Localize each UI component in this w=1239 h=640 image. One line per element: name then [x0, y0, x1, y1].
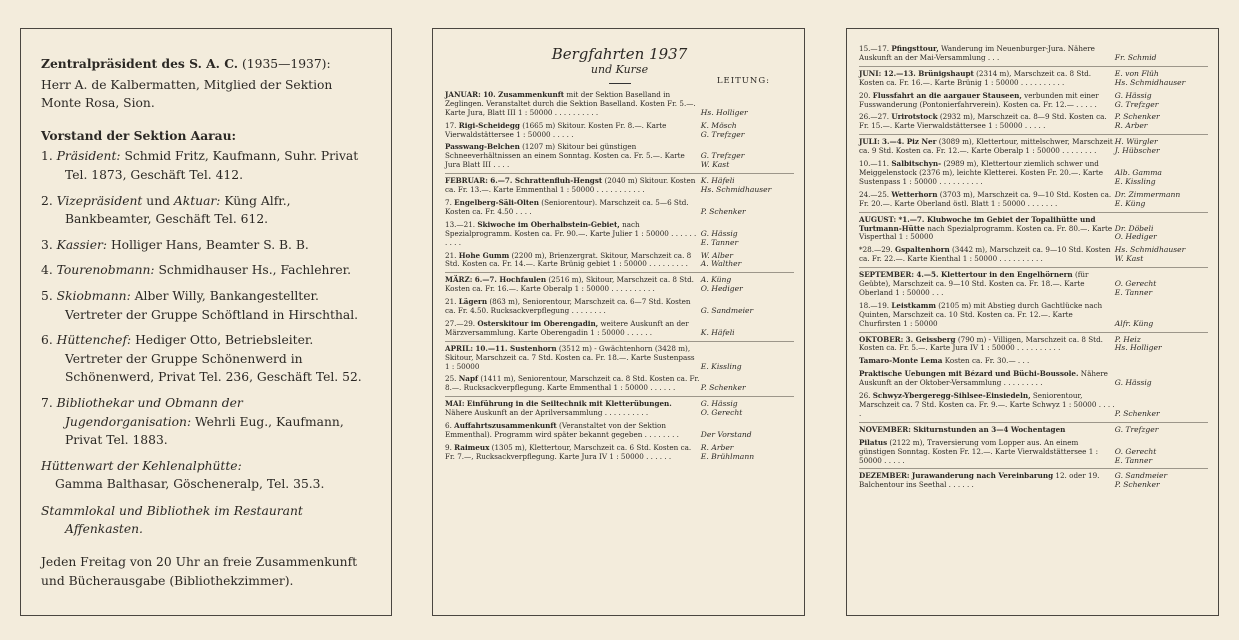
tour-leader: G. Sandmeier P. Schenker	[1114, 471, 1168, 490]
tour-leader: K. Mösch G. Trefzger	[700, 120, 745, 139]
tour-entry	[445, 175, 794, 197]
tour-date: APRIL:	[445, 343, 474, 353]
tour-leader: E. Kissling	[700, 361, 742, 371]
tour-leader: P. Schenker	[700, 206, 746, 216]
tour-description	[859, 70, 1115, 88]
tour-description	[859, 216, 1115, 243]
tour-details: (790 m) - Villigen, Marschzeit ca. 8 Std. Kosten ca. Fr. 5.—. Karte Jura IV 1 : 50000 . . . . . . . . . .	[859, 334, 1103, 353]
tour-date: 13.—21.	[445, 219, 476, 229]
tour-details: verbunden mit einer Fusswanderung (Pontonierfahrverein). Kosten ca. Fr. 12.— . . . . .	[859, 90, 1099, 109]
tour-date: 10.—11.	[859, 159, 890, 169]
middle-panel	[432, 28, 805, 616]
tour-entry	[859, 158, 1208, 189]
tour-details: Nähere Auskunft an der Aprilversammlung . . . . . . . . . .	[445, 408, 649, 418]
tour-entry	[859, 300, 1208, 331]
tour-details: (1305 m), Klettertour, Marschzeit ca. 6 Std. Kosten ca. Fr. 7.—, Rucksackverpflegung. Karte Jura IV 1 : 50000 . . . . . .	[445, 442, 692, 461]
tour-name: Passwang-Belchen	[445, 142, 520, 152]
tour-description	[859, 45, 1115, 63]
member-number: 5.	[41, 288, 57, 303]
tour-leader: Der Vorstand	[700, 430, 752, 439]
section-divider	[859, 332, 1208, 333]
tour-details: (Seniorentour). Marschzeit ca. 5—6 Std. Kosten ca. Fr. 4.50 . . . .	[445, 197, 689, 216]
stammlokal-text: Stammlokal und Bibliothek im Restaurant Affenkasten.	[41, 503, 303, 537]
tour-details: Kosten ca. Fr. 30.— . . .	[942, 356, 1030, 366]
tour-entry	[859, 244, 1208, 266]
tour-entry	[859, 90, 1208, 112]
tour-name: 6.—7. Hochfaulen	[474, 275, 547, 285]
tour-description	[445, 298, 701, 316]
section-divider	[445, 173, 794, 174]
tour-name: 10. Zusammenkunft	[483, 89, 565, 99]
tour-entry	[859, 269, 1208, 300]
tour-name: 3.—4. Piz Ner	[882, 137, 937, 147]
tour-description	[445, 276, 701, 294]
tour-description	[859, 439, 1115, 466]
tour-leader: O. Gerecht E. Tanner	[1114, 446, 1157, 465]
member-details: Schmidhauser Hs., Fachlehrer.	[154, 263, 352, 278]
tour-date: SEPTEMBER:	[859, 270, 915, 280]
tour-leader: G. Hässig O. Gerecht	[700, 399, 743, 418]
tour-details: (3089 m), Klettertour, mittelschwer, Marschzeit ca. 9 Std. Kosten ca. Fr. 12.—. Karte Oberalp 1 : 50000 . . . . . . . .	[859, 137, 1113, 156]
tour-details: nach Spezialprogramm. Kosten ca. Fr. 80.—. Karte Visperthal 1 : 50000	[859, 223, 1113, 242]
tour-details: weitere Auskunft an der Märzversammlung. Karte Oberengadin 1 : 50000 . . . . . .	[445, 318, 689, 337]
tour-date: JULI:	[859, 137, 880, 147]
tour-leader: R. Arber E. Brühlmann	[700, 442, 755, 461]
section-divider	[859, 66, 1208, 67]
tour-entry	[445, 274, 794, 296]
tour-entry	[859, 424, 1208, 437]
tour-description	[859, 426, 1115, 435]
tour-entry	[859, 189, 1208, 211]
tour-entry	[445, 89, 794, 120]
tour-entry	[859, 368, 1208, 390]
tour-date: OKTOBER:	[859, 334, 904, 344]
member-details: Wehrli Eug., Kaufmann, Privat Tel. 1883.	[65, 414, 344, 448]
vorstand-member	[41, 331, 371, 387]
tour-details: (3442 m), Marschzeit ca. 9—10 Std. Kosten ca. Fr. 22.—. Karte Kienthal 1 : 50000 . . . . . . . . . .	[859, 245, 1111, 264]
tour-details: Wanderung im Neuenburger-Jura. Nähere Auskunft an der Mai-Versammlung . . .	[859, 44, 1095, 62]
tour-name: 6.—7. Schrattenfluh-Hengst	[490, 176, 603, 186]
member-details: Schmid Fritz, Kaufmann, Suhr. Privat Tel. 1873, Geschäft Tel. 412.	[65, 149, 359, 182]
program-subtitle: und Kurse	[590, 63, 649, 76]
huettenwart-text: Gamma Balthasar, Göscheneralp, Tel. 35.3.	[55, 477, 325, 492]
member-number: 7.	[41, 395, 57, 410]
tour-description	[859, 472, 1115, 490]
tour-details: (2314 m), Marschzeit ca. 8 Std. Kosten ca. Fr. 16.—. Karte Brünig 1 : 50000 . . . . . . . . . .	[859, 68, 1092, 87]
tour-description	[859, 370, 1115, 388]
tour-date: FEBRUAR:	[445, 176, 488, 186]
tour-name: Auffahrtszusammenkunft	[454, 421, 557, 431]
tour-description	[859, 357, 1115, 366]
tour-leader: W. Alber A. Walther	[700, 250, 742, 269]
tour-entry	[445, 141, 794, 172]
tour-details: (1207 m) Skitour bei günstigen Schneeverhältnissen an einem Sonntag. Kosten ca. Fr. 5.—. Karte Jura Blatt III . . . .	[445, 142, 685, 170]
tour-description	[445, 252, 701, 270]
member-number: 3.	[41, 237, 57, 252]
tour-name: Einführung in die Seiltechnik mit Kletterübungen.	[466, 399, 672, 409]
tour-name: Salbitschyn-	[891, 159, 942, 169]
tour-leader: P. Schenker R. Arber	[1114, 112, 1160, 131]
tour-description	[859, 92, 1115, 110]
tour-name: Gspaltenhorn	[894, 245, 950, 255]
member-details: Hediger Otto, Betriebsleiter. Vertreter der Gruppe Schönenwerd in Schönenwerd, Privat Tel. 236, Geschäft Tel. 52.	[65, 333, 362, 385]
vorstand-member	[41, 192, 371, 229]
tour-date: NOVEMBER:	[859, 424, 911, 434]
member-role: Tourenobmann:	[56, 263, 155, 278]
tour-leader: H. Würgler J. Hübscher	[1114, 137, 1160, 156]
tour-entry	[859, 214, 1208, 245]
tour-details: (2516 m), Skitour, Marschzeit ca. 8 Std. Kosten ca. Fr. 16.—. Karte Oberalp 1 : 50000 . . . . . . . . . .	[445, 275, 694, 294]
tour-leader: Dr. Döbeli O. Hediger	[1114, 223, 1157, 242]
tour-details: Seniorentour, Marschzeit ca. 7 Std. Kosten ca. Fr. 9.—. Karte Schwyz 1 : 50000 . . . . .	[859, 391, 1115, 418]
vorstand-heading: Vorstand der Sektion Aarau:	[41, 127, 237, 143]
tour-entry	[859, 437, 1208, 468]
section-divider	[859, 267, 1208, 268]
tour-description	[445, 221, 701, 248]
section-divider	[859, 468, 1208, 469]
tour-description	[445, 177, 701, 195]
tour-leader: Dr. Zimmermann E. Küng	[1114, 189, 1181, 208]
section-divider	[859, 422, 1208, 423]
tour-entry	[445, 197, 794, 219]
tour-name: 4.—5. Klettertour in den Engelhörnern	[916, 270, 1073, 280]
section-divider	[859, 212, 1208, 213]
tour-leader: G. Hässig E. Tanner	[700, 228, 739, 247]
tour-name: Pilatus	[859, 437, 888, 447]
tour-leader: K. Häfeli	[700, 327, 735, 337]
tour-name: Skiturnstunden an 3—4 Wochentagen	[913, 424, 1066, 434]
tour-name: Engelberg-Säli-Olten	[454, 197, 539, 207]
tour-details: (3512 m) - Gwächtenhorn (3428 m), Skitour, Marschzeit ca. 7 Std. Kosten ca. Fr. 18.—. Karte Sustenpass 1 : 50000	[445, 343, 695, 371]
tour-entry	[859, 68, 1208, 90]
tour-details: (für Geübte), Marschzeit ca. 9—10 Std. Kosten ca. Fr. 18.—. Karte Oberland 1 : 50000 . . .	[859, 270, 1089, 297]
tour-name: Rigi-Scheidegg	[458, 120, 520, 130]
member-number: 4.	[41, 263, 57, 278]
tour-date: 21.	[445, 297, 457, 307]
tour-description	[445, 320, 701, 338]
tour-description	[445, 422, 701, 440]
vorstand-member	[41, 236, 371, 255]
left-panel	[20, 28, 392, 616]
tour-entry	[445, 296, 794, 318]
tour-list-2	[859, 43, 1208, 492]
member-role-2: Aktuar:	[173, 193, 221, 208]
tour-entry	[445, 420, 794, 442]
tour-date: 18.—19.	[859, 300, 890, 310]
section-divider	[445, 272, 794, 273]
member-role: Bibliothekar und Obmann der Jugendorganisation:	[56, 395, 243, 429]
tour-description	[445, 375, 701, 393]
tour-entry	[445, 442, 794, 464]
tour-entry	[445, 219, 794, 250]
tour-description	[445, 91, 701, 118]
member-details: Alber Willy, Bankangestellter. Vertreter der Gruppe Schöftland in Hirschthal.	[65, 288, 359, 322]
tour-leader: G. Sandmeier	[700, 306, 754, 316]
tour-description	[859, 138, 1115, 156]
tour-leader: Hs. Holliger	[700, 107, 748, 117]
tour-entry	[859, 470, 1208, 492]
member-number: 6.	[41, 333, 57, 348]
tour-entry	[859, 111, 1208, 133]
tour-date: 20.	[859, 90, 871, 100]
tour-details: 12. oder 19. Balchentour ins Seethal . . . . . .	[859, 471, 1100, 490]
tour-leader: A. Küng O. Hediger	[700, 275, 743, 294]
tour-date: MÄRZ:	[445, 275, 473, 285]
tour-entry	[859, 355, 1208, 368]
tour-date: 26.	[859, 391, 871, 401]
tour-description	[859, 113, 1115, 131]
tour-entry	[445, 120, 794, 142]
tour-name: Skiwoche im Oberhalbstein-Gebiet,	[477, 219, 620, 229]
tour-date: 9.	[445, 442, 452, 452]
tour-name: Raimeux	[454, 442, 490, 452]
tour-description	[445, 400, 701, 418]
tour-name: Napf	[458, 374, 479, 384]
vorstand-member	[41, 287, 371, 324]
tour-entry	[859, 334, 1208, 356]
tour-name: 3. Geissberg	[905, 334, 956, 344]
tour-leader: E. von Flüh Hs. Schmidhauser	[1114, 68, 1186, 87]
tour-details: (2932 m), Marschzeit ca. 8—9 Std. Kosten ca. Fr. 15.—. Karte Vierwaldstättersee 1 : 50000 . . . . .	[859, 112, 1107, 131]
tour-name: Tamaro-Monte Lema	[859, 356, 943, 366]
tour-description	[445, 143, 701, 170]
tour-entry	[445, 318, 794, 340]
tour-leader: Alb. Gamma E. Kissling	[1114, 167, 1162, 186]
tour-leader: P. Schenker	[700, 383, 746, 393]
tour-name: 12.—13. Brünigshaupt	[883, 68, 974, 78]
tour-name: Hohe Gumm	[458, 250, 510, 260]
tour-details: (2989 m), Klettertour ziemlich schwer und Meiggelenstock (2376 m), leichte Kletterei. Kosten Fr. 20.—. Karte Sustenpass 1 : 50000 . . . . . . . . . .	[859, 159, 1103, 186]
tour-details: Nähere Auskunft an der Oktober-Versammlung . . . . . . . . .	[859, 369, 1108, 388]
tour-list-1	[445, 89, 794, 464]
right-panel	[846, 28, 1219, 616]
member-role: Skiobmann:	[56, 288, 131, 303]
tour-details: nach Spezialprogramm. Kosten ca. Fr. 90.—. Karte Julier 1 : 50000 . . . . . . . . . .	[445, 219, 697, 247]
tour-date: JUNI:	[859, 68, 882, 78]
tour-leader: Hs. Schmidhauser W. Kast	[1114, 245, 1186, 264]
zentralpraesident-heading: Zentralpräsident des S. A. C. (1935—1937):	[41, 56, 331, 71]
tour-date: DEZEMBER:	[859, 471, 910, 481]
tour-name: Osterskitour im Oberengadin,	[477, 318, 599, 328]
tour-leader: P. Schenker	[1114, 408, 1160, 418]
tour-description	[859, 246, 1115, 264]
tour-entry	[445, 398, 794, 420]
member-role-joiner: und	[142, 193, 174, 208]
tour-leader: G. Trefzger W. Kast	[700, 151, 745, 170]
member-role: Kassier:	[56, 237, 108, 252]
tour-details: (3703 m), Marschzeit ca. 9—10 Std. Kosten ca. Fr. 20.—. Karte Oberland östl. Blatt 1 : 50000 . . . . . . .	[859, 189, 1112, 208]
tour-entry	[445, 250, 794, 272]
tour-date: 26.—27.	[859, 112, 890, 122]
tour-details: (Veranstaltet von der Sektion Emmenthal). Programm wird später bekannt gegeben . . . . . . . .	[445, 421, 679, 439]
tour-date: 24.—25.	[859, 189, 890, 199]
tour-details: (2200 m), Brienzergrat. Skitour, Marschzeit ca. 8 Std. Kosten ca. Fr. 14.—. Karte Brünig gebiet 1 : 50000 . . . . . . . . .	[445, 250, 692, 269]
tour-date: 21.	[445, 250, 457, 260]
tour-leader: P. Heiz Hs. Holliger	[1114, 334, 1162, 353]
tour-details: (1665 m) Skitour. Kosten Fr. 8.—. Karte Vierwaldstättersee 1 : 50000 . . . . .	[445, 120, 667, 139]
tour-entry	[859, 43, 1208, 65]
tour-date: 6.	[445, 421, 452, 431]
tour-leader: O. Gerecht E. Tanner	[1114, 279, 1157, 297]
tour-details: (1411 m), Seniorentour, Marschzeit ca. 8 Std. Kosten ca. Fr. 8.—. Rucksackverpflegung. Karte Emmenthal 1 : 50000 . . . . . .	[445, 374, 700, 393]
tour-name: Leistkamm	[891, 300, 936, 310]
tour-date: AUGUST:	[859, 214, 897, 224]
member-role: Hüttenchef:	[56, 333, 132, 348]
zentralpraesident-text: Herr A. de Kalbermatten, Mitglied der Sektion Monte Rosa, Sion.	[41, 77, 333, 111]
tour-entry	[859, 136, 1208, 158]
tour-name: Schwyz-Ybergeregg-Sihlsee-Einsiedeln,	[872, 391, 1031, 401]
tour-details: (2040 m) Skitour. Kosten ca. Fr. 13.—. Karte Emmenthal 1 : 50000 . . . . . . . . . . .	[445, 176, 696, 195]
tour-description	[859, 271, 1115, 298]
tour-date: JANUAR:	[445, 89, 481, 99]
tour-details: mit der Sektion Baselland in Zeglingen. Veranstaltet durch die Sektion Baselland. Kosten Fr. 5.—. Karte Jura, Blatt III 1 : 50000 . . . . . . . . . .	[445, 89, 696, 117]
tour-date: 27.—29.	[445, 318, 476, 328]
tour-date: MAI:	[445, 399, 465, 409]
program-title: Bergfahrten 1937	[551, 45, 688, 63]
tour-description	[445, 345, 701, 372]
tour-leader: G. Trefzger	[1114, 424, 1159, 434]
vorstand-list	[41, 147, 371, 449]
tour-description	[445, 122, 701, 140]
tour-date: 25.	[445, 374, 457, 384]
tour-leader: G. Hässig G. Trefzger	[1114, 90, 1159, 109]
tour-date: 17.	[445, 120, 457, 130]
tour-entry	[445, 373, 794, 395]
tour-entry	[859, 390, 1208, 421]
section-divider	[445, 396, 794, 397]
tour-leader: Alfr. Küng	[1114, 318, 1154, 328]
vorstand-member	[41, 261, 371, 280]
tour-entry	[445, 343, 794, 374]
tour-date: 7.	[445, 197, 452, 207]
member-role: Präsident:	[56, 149, 121, 164]
member-number: 1.	[41, 149, 57, 164]
tour-description	[445, 444, 701, 462]
tour-description	[445, 199, 701, 217]
tour-name: *1.—7. Klubwoche im Gebiet der Topalihütte und Turtmann-Hütte	[859, 214, 1096, 233]
section-divider	[445, 341, 794, 342]
tour-leader: Fr. Schmid	[1114, 52, 1157, 62]
section-divider	[859, 134, 1208, 135]
member-details: Küng Alfr., Bankbeamter, Geschäft Tel. 612.	[65, 193, 291, 227]
member-role: Vizepräsident	[56, 193, 143, 208]
tour-details: (863 m), Seniorentour, Marschzeit ca. 6—7 Std. Kosten ca. Fr. 4.50. Rucksackverpflegung . . . . . . . .	[445, 297, 691, 316]
tour-date: *28.—29.	[859, 245, 893, 255]
tour-leader: K. Häfeli Hs. Schmidhauser	[700, 176, 772, 195]
member-number: 2.	[41, 193, 57, 208]
member-details: Holliger Hans, Beamter S. B. B.	[107, 237, 309, 252]
tour-name: 10.—11. Sustenhorn	[475, 343, 557, 353]
tour-name: Pfingsttour,	[891, 44, 939, 53]
vorstand-member	[41, 394, 371, 450]
tour-date: 15.—17.	[859, 44, 890, 53]
friday-text: Jeden Freitag von 20 Uhr an freie Zusammenkunft und Bücherausgabe (Bibliothekzimmer).	[41, 555, 358, 588]
tour-name: Flussfahrt an die aargauer Stauseen,	[872, 90, 1022, 100]
vorstand-member	[41, 147, 371, 184]
tour-description	[859, 302, 1115, 329]
tour-name: Jurawanderung nach Vereinbarung	[911, 471, 1054, 481]
tour-name: Lägern	[458, 297, 488, 307]
tour-description	[859, 160, 1115, 187]
leitung-label: LEITUNG:	[716, 76, 770, 86]
tour-leader: G. Hässig	[1114, 378, 1152, 388]
tour-name: Urirotstock	[891, 112, 938, 122]
tour-details: (2105 m) mit Abstieg durch Gachtlücke nach Quinten, Marschzeit ca. 10 Std. Kosten ca. Fr. 12.—. Karte Churfirsten 1 : 50000	[859, 300, 1103, 328]
tour-description	[859, 392, 1115, 419]
tour-name: Praktische Uebungen mit Bézard und Büchi-Boussole.	[859, 369, 1079, 379]
tour-description	[859, 191, 1115, 209]
tour-details: (2122 m), Traversierung vom Lopper aus. An einem günstigen Sonntag. Kosten Fr. 12.—. Karte Vierwaldstättersee 1 : 50000 . . . . .	[859, 437, 1098, 465]
tour-name: Wetterhorn	[891, 189, 938, 199]
huettenwart-heading: Hüttenwart der Kehlenalphütte:	[41, 458, 242, 473]
tour-description	[859, 336, 1115, 354]
